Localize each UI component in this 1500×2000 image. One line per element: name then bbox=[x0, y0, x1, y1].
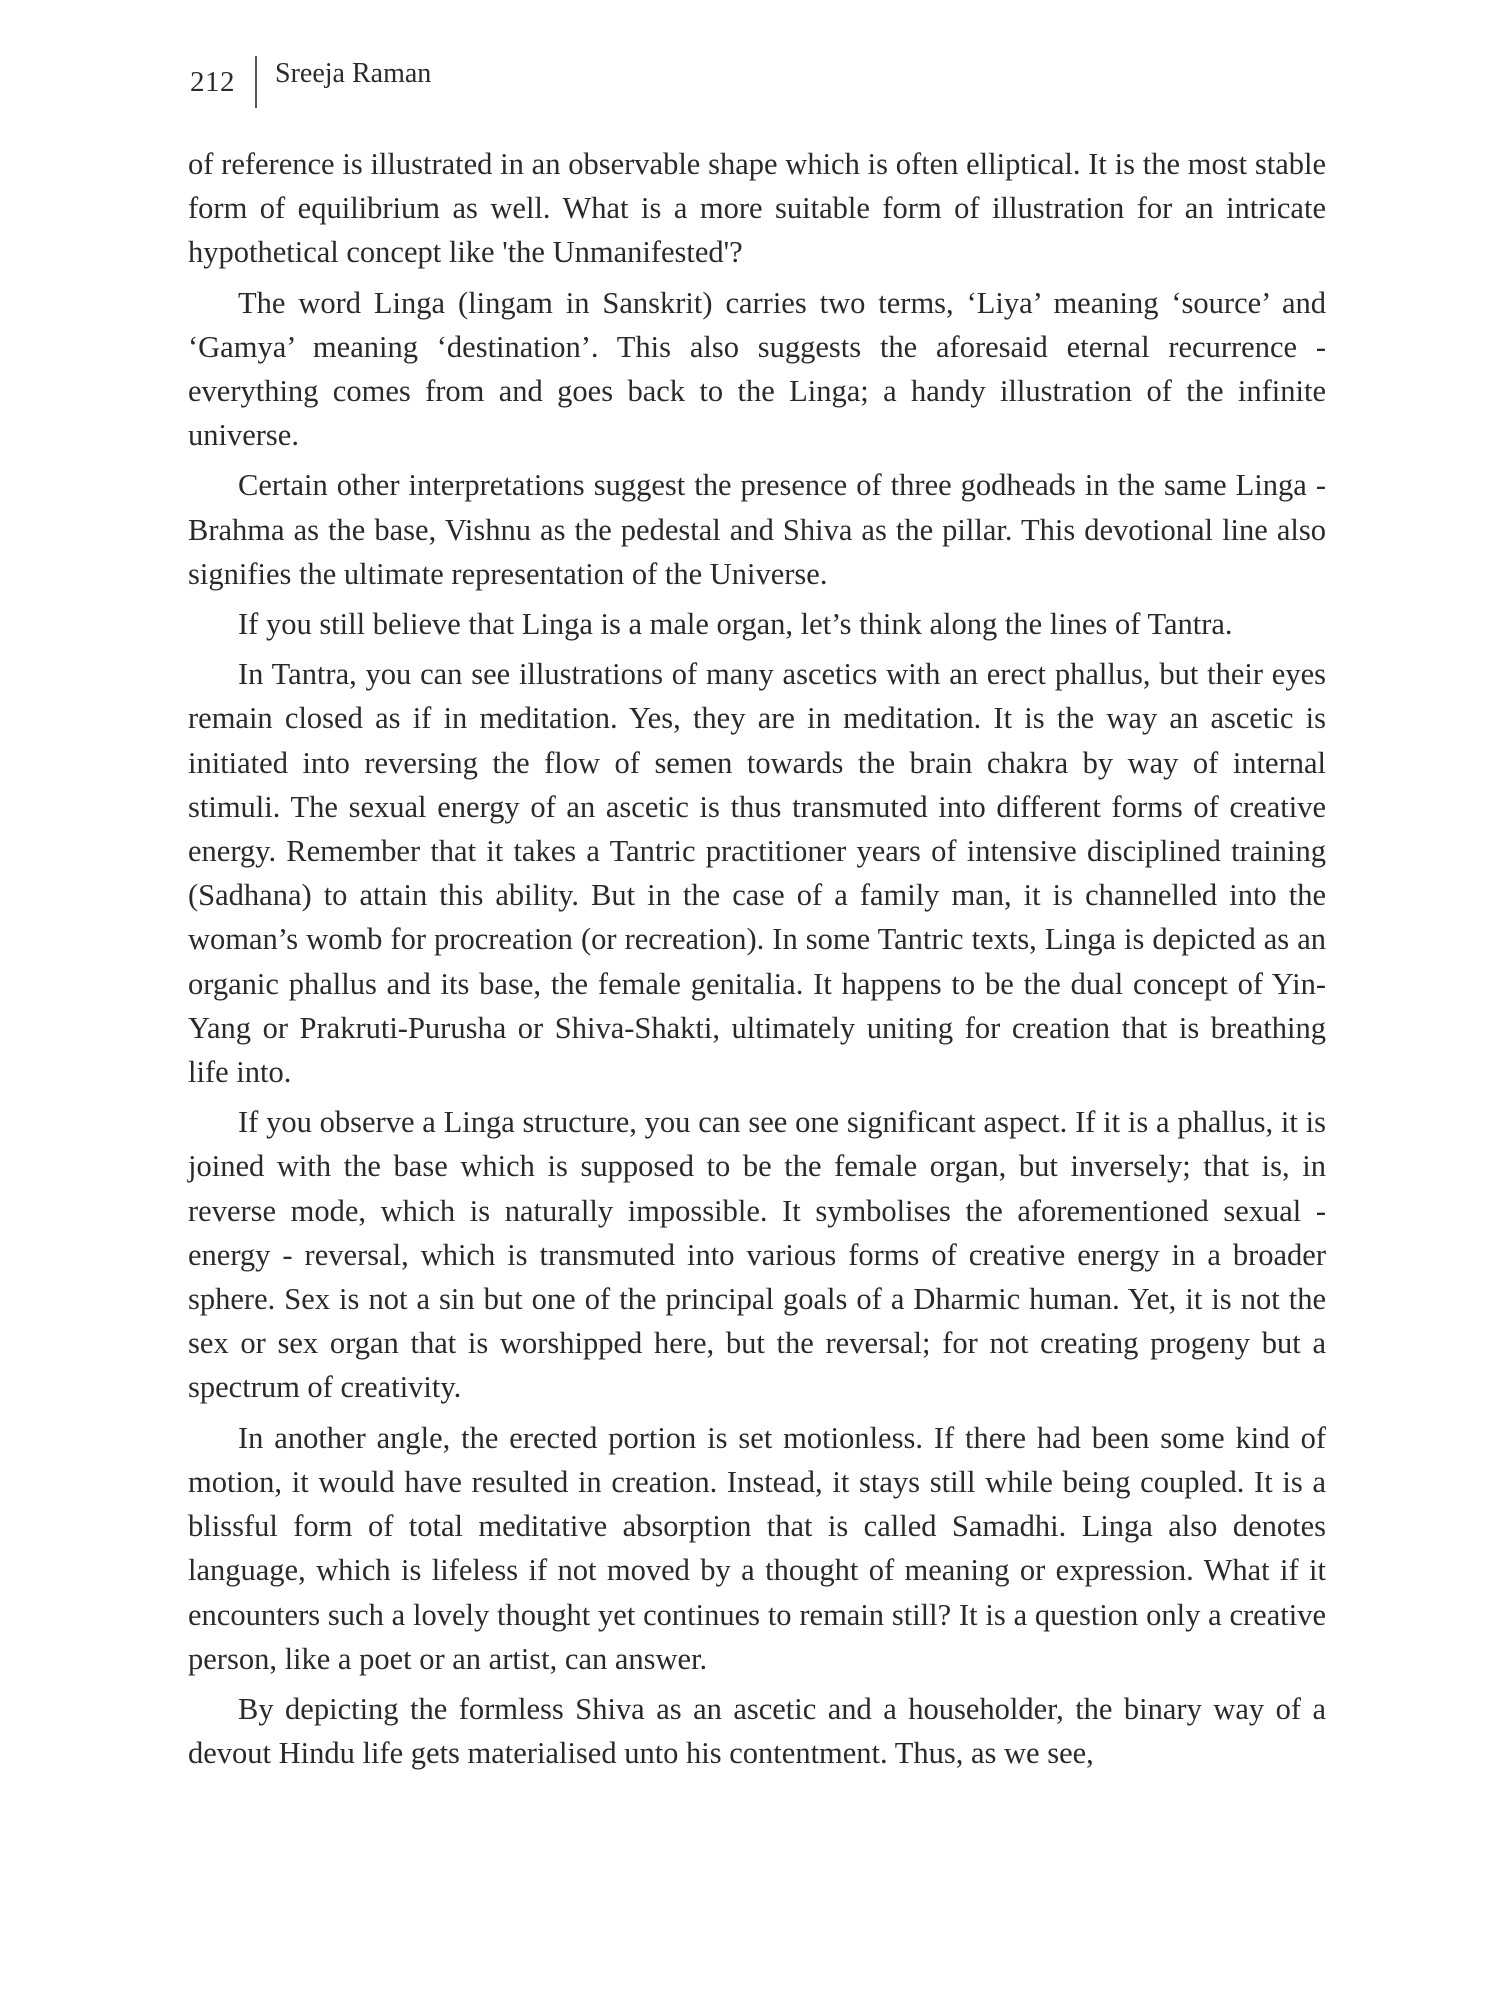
author-name: Sreeja Raman bbox=[275, 58, 432, 89]
paragraph: If you still believe that Linga is a male organ, let’s think along the lines of Tantra. bbox=[238, 607, 1233, 642]
page-number: 212 bbox=[190, 65, 235, 98]
paragraph: In another angle, the erected portion is set motionless. If there had been some kind of motion, it would have resulted in creation. Instead, it stays still while being coupled. It is a blissful form of total meditative absorption that is called Samadhi. Linga also denotes language, which is lifeless if not moved by a thought of meaning or expression. What if it encounters such a lovely thought yet continues to remain still? It is a question only a creative person, like a poet or an artist, can answer. bbox=[188, 1420, 1326, 1676]
paragraph: If you observe a Linga structure, you can see one significant aspect. If it is a phallus, it is joined with the base which is supposed to be the female organ, but inversely; that is, in reverse mode, which is naturally impossible. It symbolises the aforementioned sexual - energy - reversal, which is transmuted into various forms of creative energy in a broader sphere. Sex is not a sin but one of the principal goals of a Dharmic human. Yet, it is not the sex or sex organ that is worshipped here, but the reversal; for not creating progeny but a spectrum of creativity. bbox=[188, 1105, 1326, 1405]
header-divider bbox=[255, 56, 257, 108]
running-head bbox=[190, 52, 431, 112]
paragraph: Certain other interpretations suggest the presence of three godheads in the same Linga - Brahma as the base, Vishnu as the pedestal and Shiva as the pillar. This devotional line also signifies the ultimate representation of the Universe. bbox=[188, 468, 1326, 591]
paragraph-continuation: of reference is illustrated in an observable shape which is often elliptical. It is the most stable form of equilibrium as well. What is a more suitable form of illustration for an intricate hypothetical concept like 'the Unmanifested'? bbox=[188, 147, 1326, 270]
paragraph: By depicting the formless Shiva as an ascetic and a householder, the binary way of a devout Hindu life gets materialised unto his contentment. Thus, as we see, bbox=[188, 1691, 1326, 1771]
paragraph: The word Linga (lingam in Sanskrit) carries two terms, ‘Liya’ meaning ‘source’ and ‘Gamya’ meaning ‘destination’. This also suggests the aforesaid eternal recurrence - everything comes from and goes back to the Linga; a handy illustration of the infinite universe. bbox=[188, 285, 1326, 453]
paragraph: In Tantra, you can see illustrations of many ascetics with an erect phallus, but their eyes remain closed as if in meditation. Yes, they are in meditation. It is the way an ascetic is initiated into reversing the flow of semen towards the brain chakra by way of internal stimuli. The sexual energy of an ascetic is thus transmuted into different forms of creative energy. Remember that it takes a Tantric practitioner years of intensive disciplined training (Sadhana) to attain this ability. But in the case of a family man, it is channelled into the woman’s womb for procreation (or recreation). In some Tantric texts, Linga is depicted as an organic phallus and its base, the female genitalia. It happens to be the dual concept of Yin-Yang or Prakruti-Purusha or Shiva-Shakti, ultimately uniting for creation that is breathing life into. bbox=[188, 657, 1326, 1090]
body-text bbox=[188, 142, 1326, 1781]
